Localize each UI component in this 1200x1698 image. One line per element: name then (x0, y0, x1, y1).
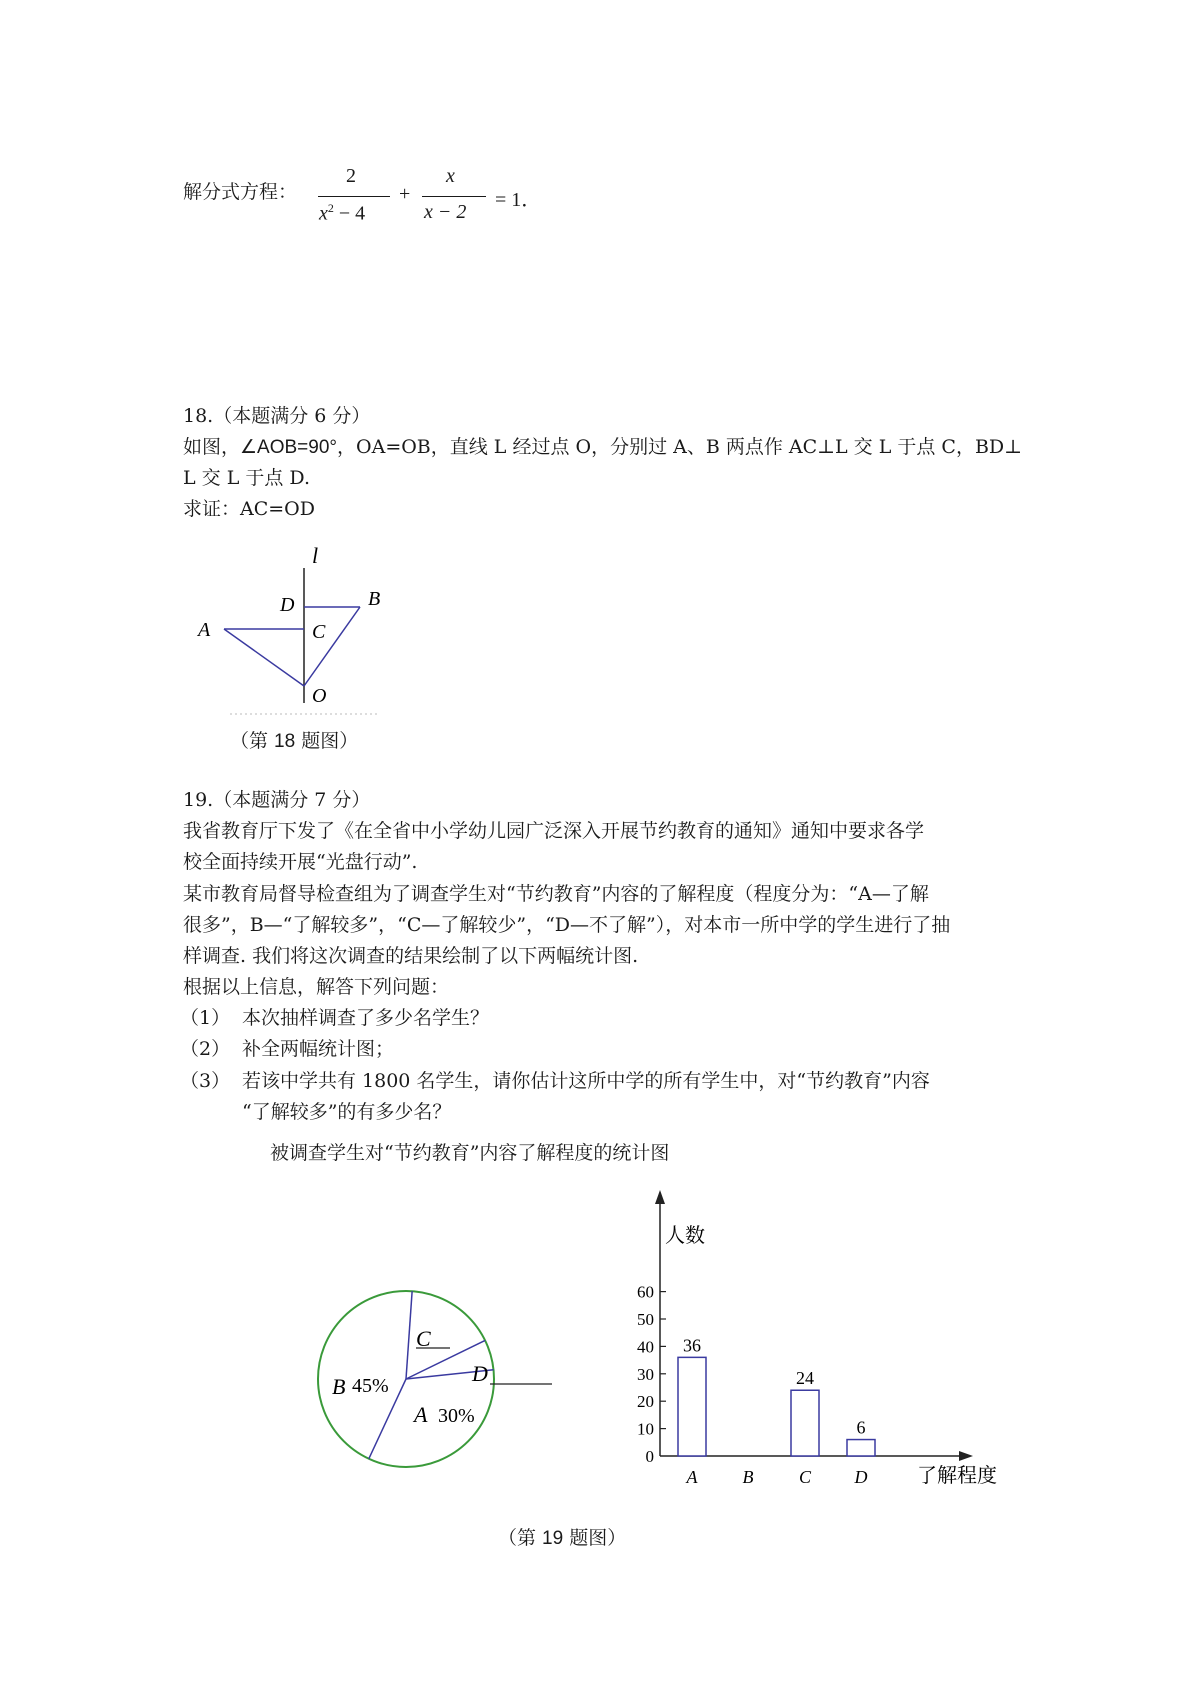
q19-caption-num: 19 (542, 1528, 564, 1549)
q19-caption-post: 题图） (563, 1527, 627, 1549)
pie-label-d: D (472, 1361, 488, 1386)
bar-d (847, 1440, 875, 1456)
q18-caption-post: 题图） (295, 730, 359, 752)
frac2-denominator: x − 2 (424, 201, 467, 223)
q18-line2: L 交 L 于点 D. (183, 467, 310, 489)
y-tick-label: 50 (637, 1310, 654, 1329)
y-tick-label: 30 (637, 1364, 654, 1384)
q19-item-2-num: （2） (180, 1038, 231, 1060)
q19-p4: 很多”，B—“了解较多”，“C—了解较少”，“D—不了解”），对本市一所中学的学生进行了抽 (183, 914, 951, 936)
q19-p1: 我省教育厅下发了《在全省中小学幼儿园广泛深入开展节约教育的通知》通知中要求各学 (183, 820, 925, 842)
bar-ticks (637, 1283, 666, 1466)
pie-pct-b: 45% (352, 1375, 389, 1397)
label-d: D (280, 594, 295, 616)
y-tick-label: 10 (637, 1419, 654, 1439)
bar-value-label: 24 (796, 1368, 814, 1389)
frac2-bar (422, 196, 486, 197)
q19-caption-pre: （第 (498, 1527, 543, 1549)
y-tick-label: 20 (637, 1392, 654, 1412)
pie-chart (300, 1280, 580, 1480)
y-tick-label: 0 (645, 1447, 654, 1466)
q18-caption-pre: （第 (230, 730, 275, 752)
y-axis-arrow (655, 1190, 665, 1204)
pie-spoke-top (406, 1291, 412, 1379)
pie-label-a: A (414, 1402, 428, 1427)
y-tick-label: 40 (637, 1337, 654, 1357)
label-l: l (312, 543, 319, 568)
x-category-label: C (798, 1467, 812, 1487)
bar-marks (678, 1335, 875, 1487)
q19-item-3-text: 若该中学共有 1800 名学生，请你估计这所中学的所有学生中，对“节约教育”内容 (242, 1070, 930, 1092)
segment-bo (304, 607, 360, 686)
q19-p6: 根据以上信息，解答下列问题： (183, 976, 450, 998)
q18-line3: 求证：AC=OD (183, 498, 315, 520)
plus-sign: + (399, 183, 411, 205)
q18-line1-angle: ∠AOB=90° (240, 437, 338, 458)
q18-line1-b: ，OA=OB，直线 L 经过点 O，分别过 A、B 两点作 AC⊥L 交 L 于点 C，BD⊥ (337, 436, 1023, 458)
segment-ao (224, 629, 304, 686)
label-c: C (312, 621, 326, 643)
bar-chart (625, 1190, 1020, 1490)
q19-caption (498, 1523, 626, 1554)
q18-heading: 18.（本题满分 6 分） (183, 405, 371, 427)
frac1-den-var: x (319, 202, 328, 225)
pie-pct-a: 30% (438, 1405, 475, 1427)
frac1-denominator (319, 201, 365, 226)
q19-item-1-text: 本次抽样调查了多少名学生？ (242, 1007, 490, 1029)
pie-label-c: C (416, 1326, 431, 1351)
q19-item-2-text: 补全两幅统计图； (242, 1038, 395, 1060)
q19-item-1 (180, 1003, 489, 1033)
frac1-den-rest: − 4 (338, 202, 366, 225)
pie-label-b: B (332, 1374, 346, 1399)
frac1-den-exp: 2 (327, 201, 334, 215)
q18-line1-a: 如图， (183, 436, 241, 458)
x-category-label: D (854, 1467, 868, 1487)
bar-value-label: 6 (856, 1417, 866, 1438)
label-b: B (368, 588, 381, 610)
q19-chart-title: 被调查学生对“节约教育”内容了解程度的统计图 (270, 1142, 670, 1164)
x-category-label: B (742, 1467, 754, 1487)
q19-item-2 (180, 1034, 394, 1064)
q19-item-1-num: （1） (180, 1007, 231, 1029)
q19-heading: 19.（本题满分 7 分） (183, 789, 371, 811)
x-axis-label: 了解程度 (917, 1465, 997, 1487)
q19-p2: 校全面持续开展“光盘行动”. (183, 851, 418, 873)
q18-caption-num: 18 (274, 731, 296, 752)
frac1-numerator: 2 (346, 165, 356, 187)
frac2-numerator: x (446, 165, 455, 187)
bar-value-label: 36 (683, 1335, 701, 1356)
q19-item-3 (180, 1066, 930, 1096)
bar-c (791, 1390, 819, 1456)
equation-prefix: 解分式方程： (183, 181, 298, 203)
q19-p5: 样调查. 我们将这次调查的结果绘制了以下两幅统计图. (183, 945, 639, 967)
q18-line1 (183, 432, 1022, 463)
bar-a (678, 1357, 706, 1456)
q18-caption (230, 726, 358, 757)
label-a: A (198, 619, 211, 641)
equation-rhs: = 1． (495, 189, 542, 211)
q19-item-3-num: （3） (180, 1070, 231, 1092)
frac1-bar (318, 196, 390, 197)
y-axis-label: 人数 (665, 1225, 705, 1247)
y-tick-label: 60 (637, 1282, 654, 1302)
label-o: O (312, 685, 327, 707)
x-category-label: A (686, 1467, 698, 1487)
q19-p3: 某市教育局督导检查组为了调查学生对“节约教育”内容的了解程度（程度分为：“A—了解 (183, 883, 929, 905)
q19-item-3-cont: “了解较多”的有多少名？ (242, 1101, 452, 1123)
x-axis-arrow (959, 1451, 973, 1461)
q18-figure (180, 530, 410, 720)
